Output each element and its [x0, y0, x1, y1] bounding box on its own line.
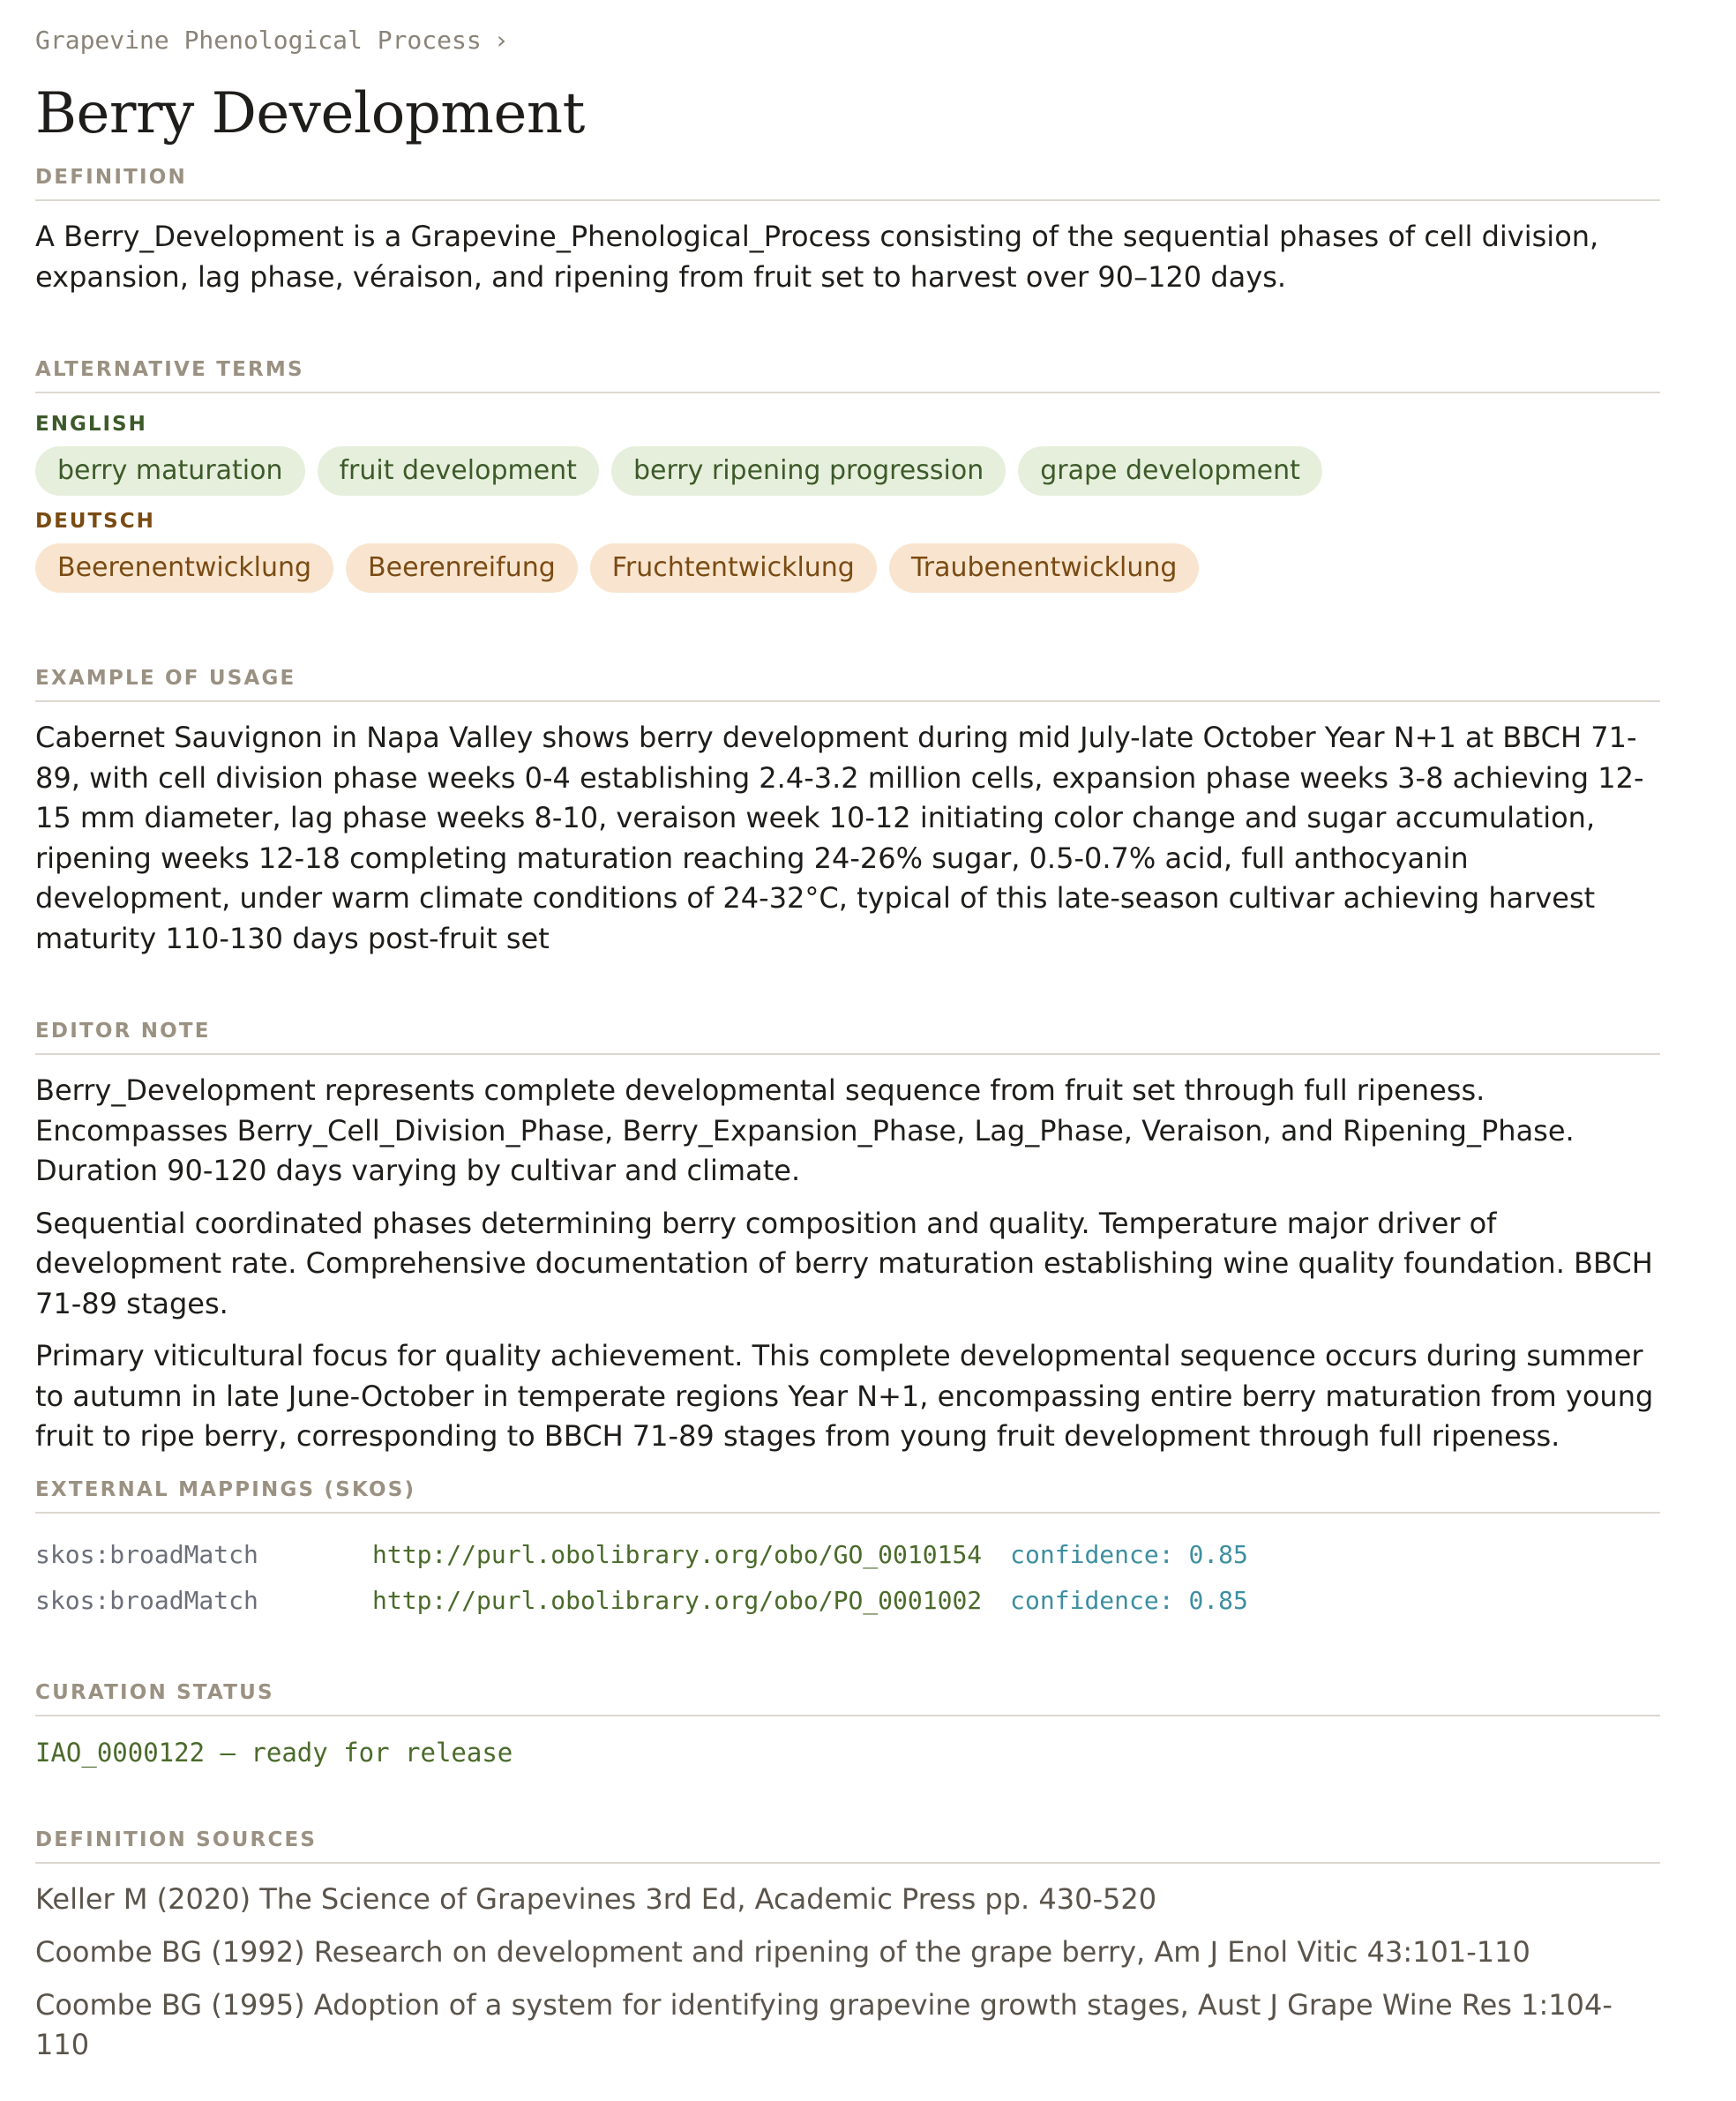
curation-status-value: IAO_0000122 — ready for release: [35, 1738, 513, 1768]
breadcrumb: [35, 23, 1694, 58]
mapping-confidence: confidence: 0.85: [1010, 1539, 1248, 1569]
section-heading-editor-note: EDITOR NOTE: [35, 1020, 1660, 1055]
language-label-deutsch: DEUTSCH: [35, 510, 155, 533]
section-heading-mappings: EXTERNAL MAPPINGS (SKOS): [35, 1478, 1660, 1514]
editor-note-paragraph: Berry_Development represents complete developmental sequence from fruit set through full ripeness. Encompasses Berry_Cell_Division_Phase, Berry_Expansion_Phase, Lag_Phase, Veraison, and Ripening_Phase. Duration 90-120 days varying by cultivar and climate.: [35, 1073, 1575, 1187]
term-chip-de[interactable]: Traubenentwicklung: [889, 543, 1200, 593]
editor-note-paragraph: Sequential coordinated phases determining berry composition and quality. Temperature major driver of development rate. Comprehensive documentation of berry maturation establishing wine quality foundation. BBCH 71-89 stages.: [35, 1206, 1653, 1320]
breadcrumb-parent-link[interactable]: Grapevine Phenological Process: [35, 26, 482, 55]
source-citation: Coombe BG (1995) Adoption of a system for identifying grapevine growth stages, Aust J Grape Wine Res 1:104-110: [35, 1988, 1613, 2061]
mapping-row: [35, 1577, 1660, 1623]
term-chip-en[interactable]: fruit development: [318, 446, 599, 496]
section-heading-sources: DEFINITION SOURCES: [35, 1828, 1660, 1864]
mappings-table: [35, 1531, 1660, 1623]
source-citation: Keller M (2020) The Science of Grapevines 3rd Ed, Academic Press pp. 430-520: [35, 1882, 1157, 1916]
section-heading-alternative-terms: ALTERNATIVE TERMS: [35, 358, 1660, 393]
example-text: Cabernet Sauvignon in Napa Valley shows berry development during mid July-late October Year N+1 at BBCH 71-89, with cell division phase weeks 0-4 establishing 2.4-3.2 million cells, expansion phase weeks 3-8 achieving 12-15 mm diameter, lag phase weeks 8-10, veraison week 10-12 initiating color change and sugar accumulation, ripening weeks 12-18 completing maturation reaching 24-26% sugar, 0.5-0.7% acid, full anthocyanin development, under warm climate conditions of 24-32°C, typical of this late-season cultivar achieving harvest maturity 110-130 days post-fruit set: [35, 721, 1644, 955]
page-title: Berry Development: [35, 81, 585, 146]
example-section: [35, 667, 1660, 959]
mapping-confidence: confidence: 0.85: [1010, 1585, 1248, 1615]
deutsch-term-list: [35, 543, 1660, 593]
term-chip-en[interactable]: grape development: [1018, 446, 1322, 496]
term-chip-de[interactable]: Beerenreifung: [346, 543, 578, 593]
chevron-right-icon: ›: [493, 26, 509, 55]
section-heading-example: EXAMPLE OF USAGE: [35, 667, 1660, 702]
definition-text: A Berry_Development is a Grapevine_Phenological_Process consisting of the sequential phases of cell division, expansion, lag phase, véraison, and ripening from fruit set to harvest over 90–120 days.: [35, 220, 1599, 294]
source-citation: Coombe BG (1992) Research on development and ripening of the grape berry, Am J Enol Vitic 43:101-110: [35, 1935, 1530, 1969]
definition-section: [35, 166, 1660, 297]
mapping-predicate: skos:broadMatch: [35, 1585, 258, 1615]
sources-list: [35, 1880, 1660, 2065]
mapping-uri-link[interactable]: http://purl.obolibrary.org/obo/GO_0010154: [372, 1539, 983, 1569]
term-chip-en[interactable]: berry maturation: [35, 446, 305, 496]
term-chip-de[interactable]: Fruchtentwicklung: [590, 543, 877, 593]
mapping-predicate: skos:broadMatch: [35, 1539, 258, 1569]
editor-note-paragraph: Primary viticultural focus for quality achievement. This complete developmental sequence occurs during summer to autumn in late June-October in temperate regions Year N+1, encompassing entire berry maturation from young fruit to ripe berry, corresponding to BBCH 71-89 stages from young fruit development through full ripeness.: [35, 1339, 1654, 1453]
sources-section: [35, 1828, 1660, 2078]
term-chip-en[interactable]: berry ripening progression: [611, 446, 1006, 496]
term-chip-de[interactable]: Beerenentwicklung: [35, 543, 333, 593]
section-heading-curation: CURATION STATUS: [35, 1681, 1660, 1716]
mapping-uri-link[interactable]: http://purl.obolibrary.org/obo/PO_0001002: [372, 1585, 983, 1615]
english-term-list: [35, 446, 1660, 496]
alternative-terms-section: [35, 358, 1660, 593]
editor-note-section: [35, 1020, 1660, 1457]
curation-section: [35, 1681, 1660, 1768]
section-heading-definition: DEFINITION: [35, 166, 1660, 201]
mapping-row: [35, 1531, 1660, 1577]
language-label-english: ENGLISH: [35, 413, 147, 436]
mappings-section: [35, 1478, 1660, 1623]
